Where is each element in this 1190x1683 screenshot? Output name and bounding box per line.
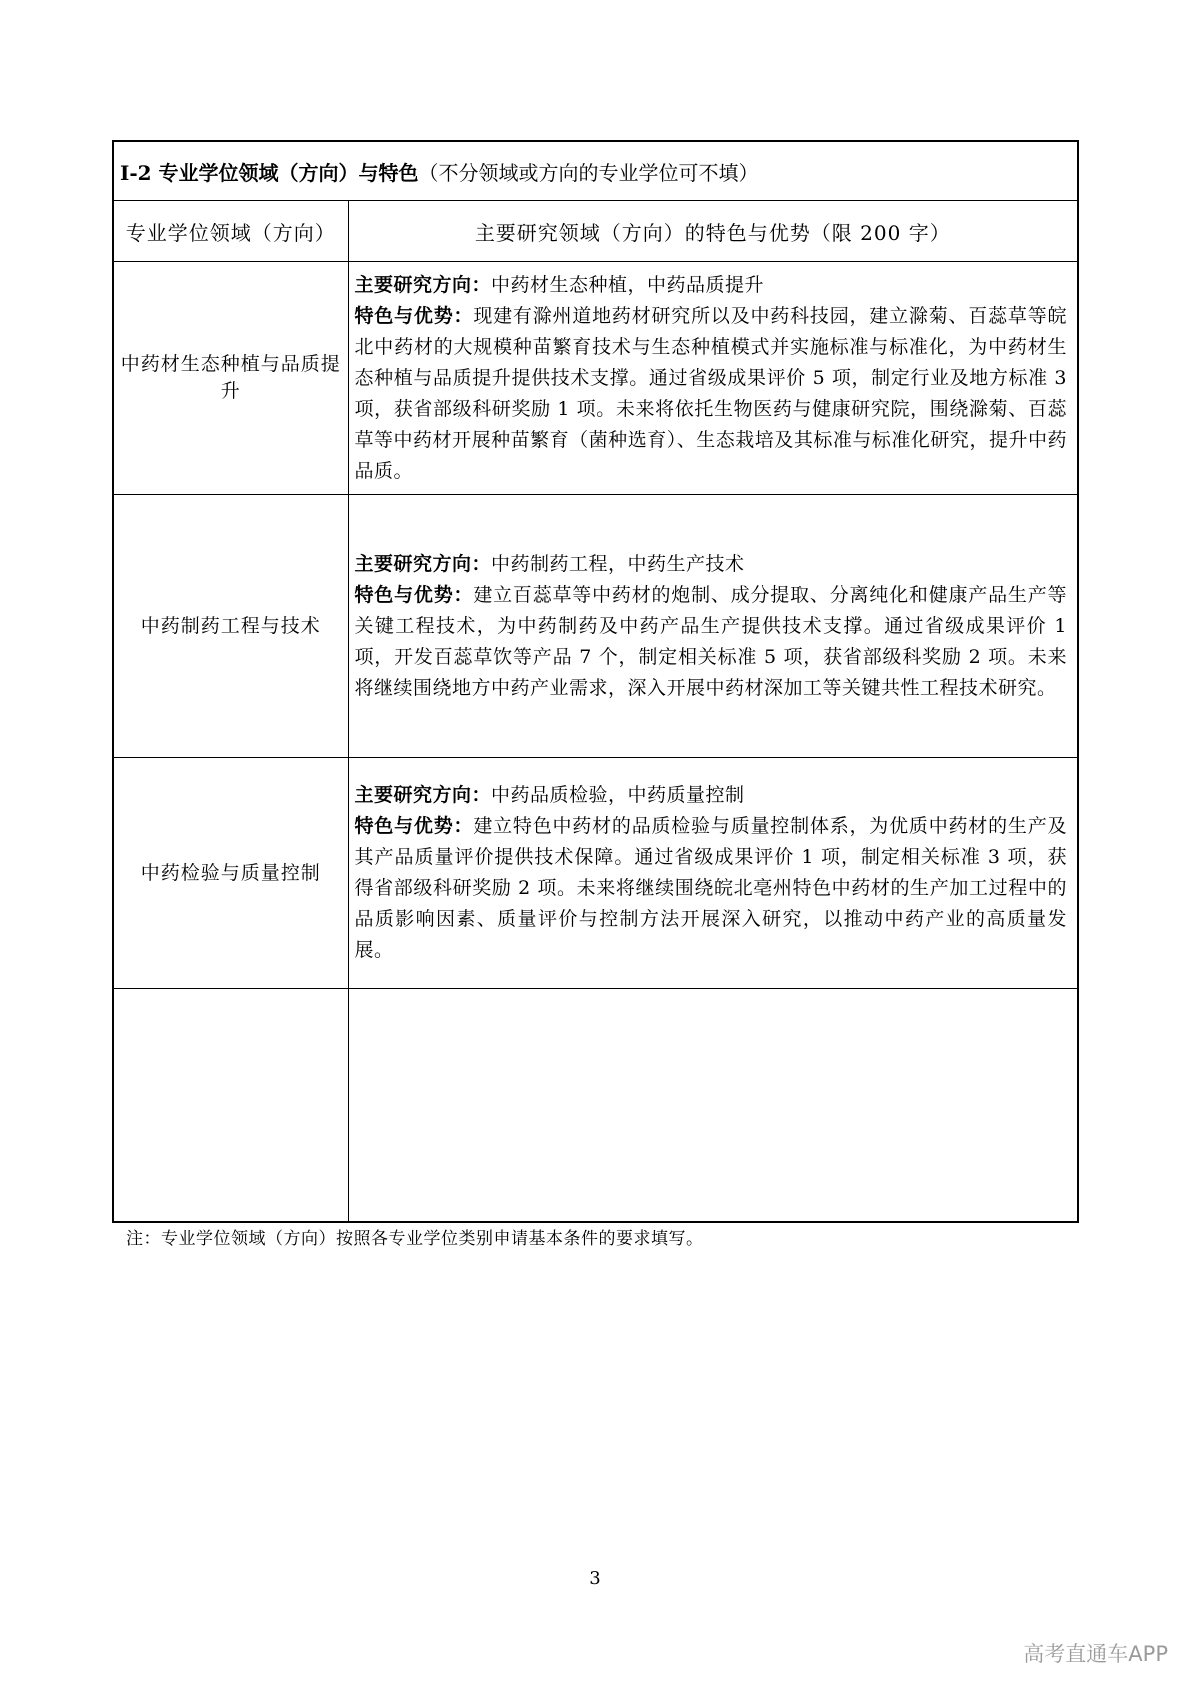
col2-header: 主要研究领域（方向）的特色与优势（限 200 字） — [348, 201, 1078, 262]
empty-content-cell — [348, 989, 1078, 1223]
direction-label: 主要研究方向： — [354, 784, 492, 806]
field-name: 中药材生态种植与品质提升 — [113, 262, 348, 495]
section-title — [113, 141, 1078, 201]
field-content — [348, 262, 1078, 495]
feature-label: 特色与优势： — [354, 304, 474, 327]
field-name: 中药检验与质量控制 — [113, 758, 348, 989]
table-header-row — [113, 201, 1078, 262]
feature-line — [355, 584, 1068, 699]
feature-line — [355, 815, 1068, 961]
feature-text: 建立特色中药材的品质检验与质量控制体系，为优质中药材的生产及其产品质量评价提供技术保障。通过省级成果评价 1 项，制定相关标准 3 项，获得省部级科研奖励 2 项。未来将继续围绕皖北亳州特色中药材的生产加工过程中的品质影响因素、质量评价与控制方法开展深入研究，以推动中药产业的高质量发展。 — [354, 815, 1068, 961]
direction-text: 中药材生态种植，中药品质提升 — [491, 273, 765, 296]
field-name: 中药制药工程与技术 — [113, 495, 348, 758]
direction-line — [355, 780, 1068, 811]
feature-text: 现建有滁州道地药材研究所以及中药科技园，建立滁菊、百蕊草等皖北中药材的大规模种苗繁育技术与生态种植模式并实施标准与标准化，为中药材生态种植与品质提升提供技术支撑。通过省级成果评价 5 项，制定行业及地方标准 3 项，获省部级科研奖励 1 项。未来将依托生物医药与健康研究院，围绕滁菊、百蕊草等中药材开展种苗繁育（菌种选育）、生态栽培及其标准与标准化研究，提升中药品质。 — [354, 304, 1068, 482]
section-title-row — [113, 141, 1078, 201]
empty-row — [113, 989, 1078, 1223]
table-row — [113, 758, 1078, 989]
footnote: 注：专业学位领域（方向）按照各专业学位类别申请基本条件的要求填写。 — [126, 1229, 704, 1249]
feature-label: 特色与优势： — [354, 583, 474, 606]
col1-header: 专业学位领域（方向） — [113, 201, 348, 262]
feature-line — [355, 305, 1068, 482]
feature-label: 特色与优势： — [354, 815, 474, 837]
direction-label: 主要研究方向： — [354, 273, 492, 296]
direction-line — [355, 270, 1068, 301]
table-row — [113, 495, 1078, 758]
field-content — [348, 495, 1078, 758]
direction-text: 中药品质检验，中药质量控制 — [491, 784, 745, 806]
section-title-note: （不分领域或方向的专业学位可不填） — [418, 160, 759, 185]
section-title-bold: I-2 专业学位领域（方向）与特色 — [120, 160, 419, 185]
watermark: 高考直通车APP — [1023, 1642, 1168, 1666]
fields-table — [112, 140, 1079, 1223]
table-row — [113, 262, 1078, 495]
field-content — [348, 758, 1078, 989]
direction-label: 主要研究方向： — [354, 552, 492, 575]
page-number: 3 — [589, 1568, 601, 1589]
direction-text: 中药制药工程，中药生产技术 — [491, 552, 745, 575]
empty-field-cell — [113, 989, 348, 1223]
feature-text: 建立百蕊草等中药材的炮制、成分提取、分离纯化和健康产品生产等关键工程技术，为中药制药及中药产品生产提供技术支撑。通过省级成果评价 1 项，开发百蕊草饮等产品 7 个，制定相关标准 5 项，获省部级科奖励 2 项。未来将继续围绕地方中药产业需求，深入开展中药材深加工等关键共性工程技术研究。 — [354, 583, 1068, 699]
direction-line — [355, 549, 1068, 580]
